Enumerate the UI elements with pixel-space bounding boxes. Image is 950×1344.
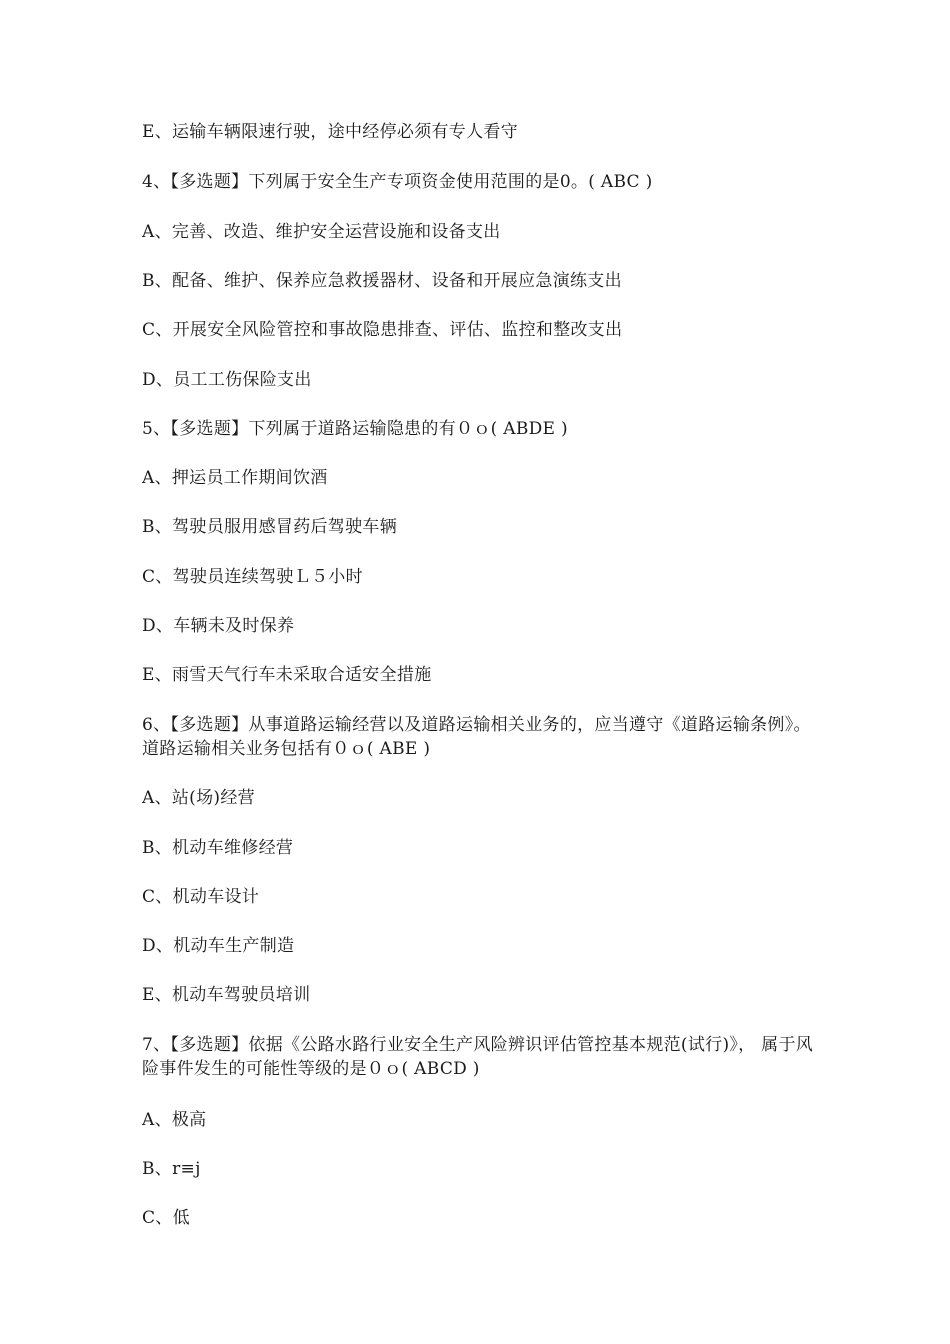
question-7: 7、【多选题】依据《公路水路行业安全生产风险辨识评估管控基本规范(试行)》， 属于风险事件发生的可能性等级的是０ｏ( ABCD ) xyxy=(142,1035,814,1079)
option-6d: D、机动车生产制造 xyxy=(142,936,295,956)
question-4: 4、【多选题】下列属于安全生产专项资金使用范围的是0。( ABC ) xyxy=(142,172,653,192)
option-4b: B、配备、维护、保养应急救援器材、设备和开展应急演练支出 xyxy=(142,271,622,291)
option-5c: C、驾驶员连续驾驶Ｌ５小时 xyxy=(142,567,363,587)
option-5b: B、驾驶员服用感冒药后驾驶车辆 xyxy=(142,517,397,537)
option-4c: C、开展安全风险管控和事故隐患排查、评估、监控和整改支出 xyxy=(142,320,623,340)
option-7a: A、极高 xyxy=(142,1110,207,1130)
option-4a: A、完善、改造、维护安全运营设施和设备支出 xyxy=(142,222,501,242)
option-5e: E、雨雪天气行车未采取合适安全措施 xyxy=(142,665,432,685)
option-4d: D、员工工伤保险支出 xyxy=(142,370,312,390)
option-7c: C、低 xyxy=(142,1208,190,1228)
question-5: 5、【多选题】下列属于道路运输隐患的有０ｏ( ABDE ) xyxy=(142,419,568,439)
option-6c: C、机动车设计 xyxy=(142,887,260,907)
option-6b: B、机动车维修经营 xyxy=(142,838,294,858)
option-6e: E、机动车驾驶员培训 xyxy=(142,985,311,1005)
option-5a: A、押运员工作期间饮酒 xyxy=(142,468,328,488)
option-6a: A、站(场)经营 xyxy=(142,788,255,808)
option-7b: B、r≡j xyxy=(142,1159,201,1179)
option-3e: E、运输车辆限速行驶，途中经停必须有专人看守 xyxy=(142,122,519,142)
option-5d: D、车辆未及时保养 xyxy=(142,616,295,636)
question-6: 6、【多选题】从事道路运输经营以及道路运输相关业务的，应当遵守《道路运输条例》。道路运输相关业务包括有０ｏ( ABE ) xyxy=(142,715,811,759)
